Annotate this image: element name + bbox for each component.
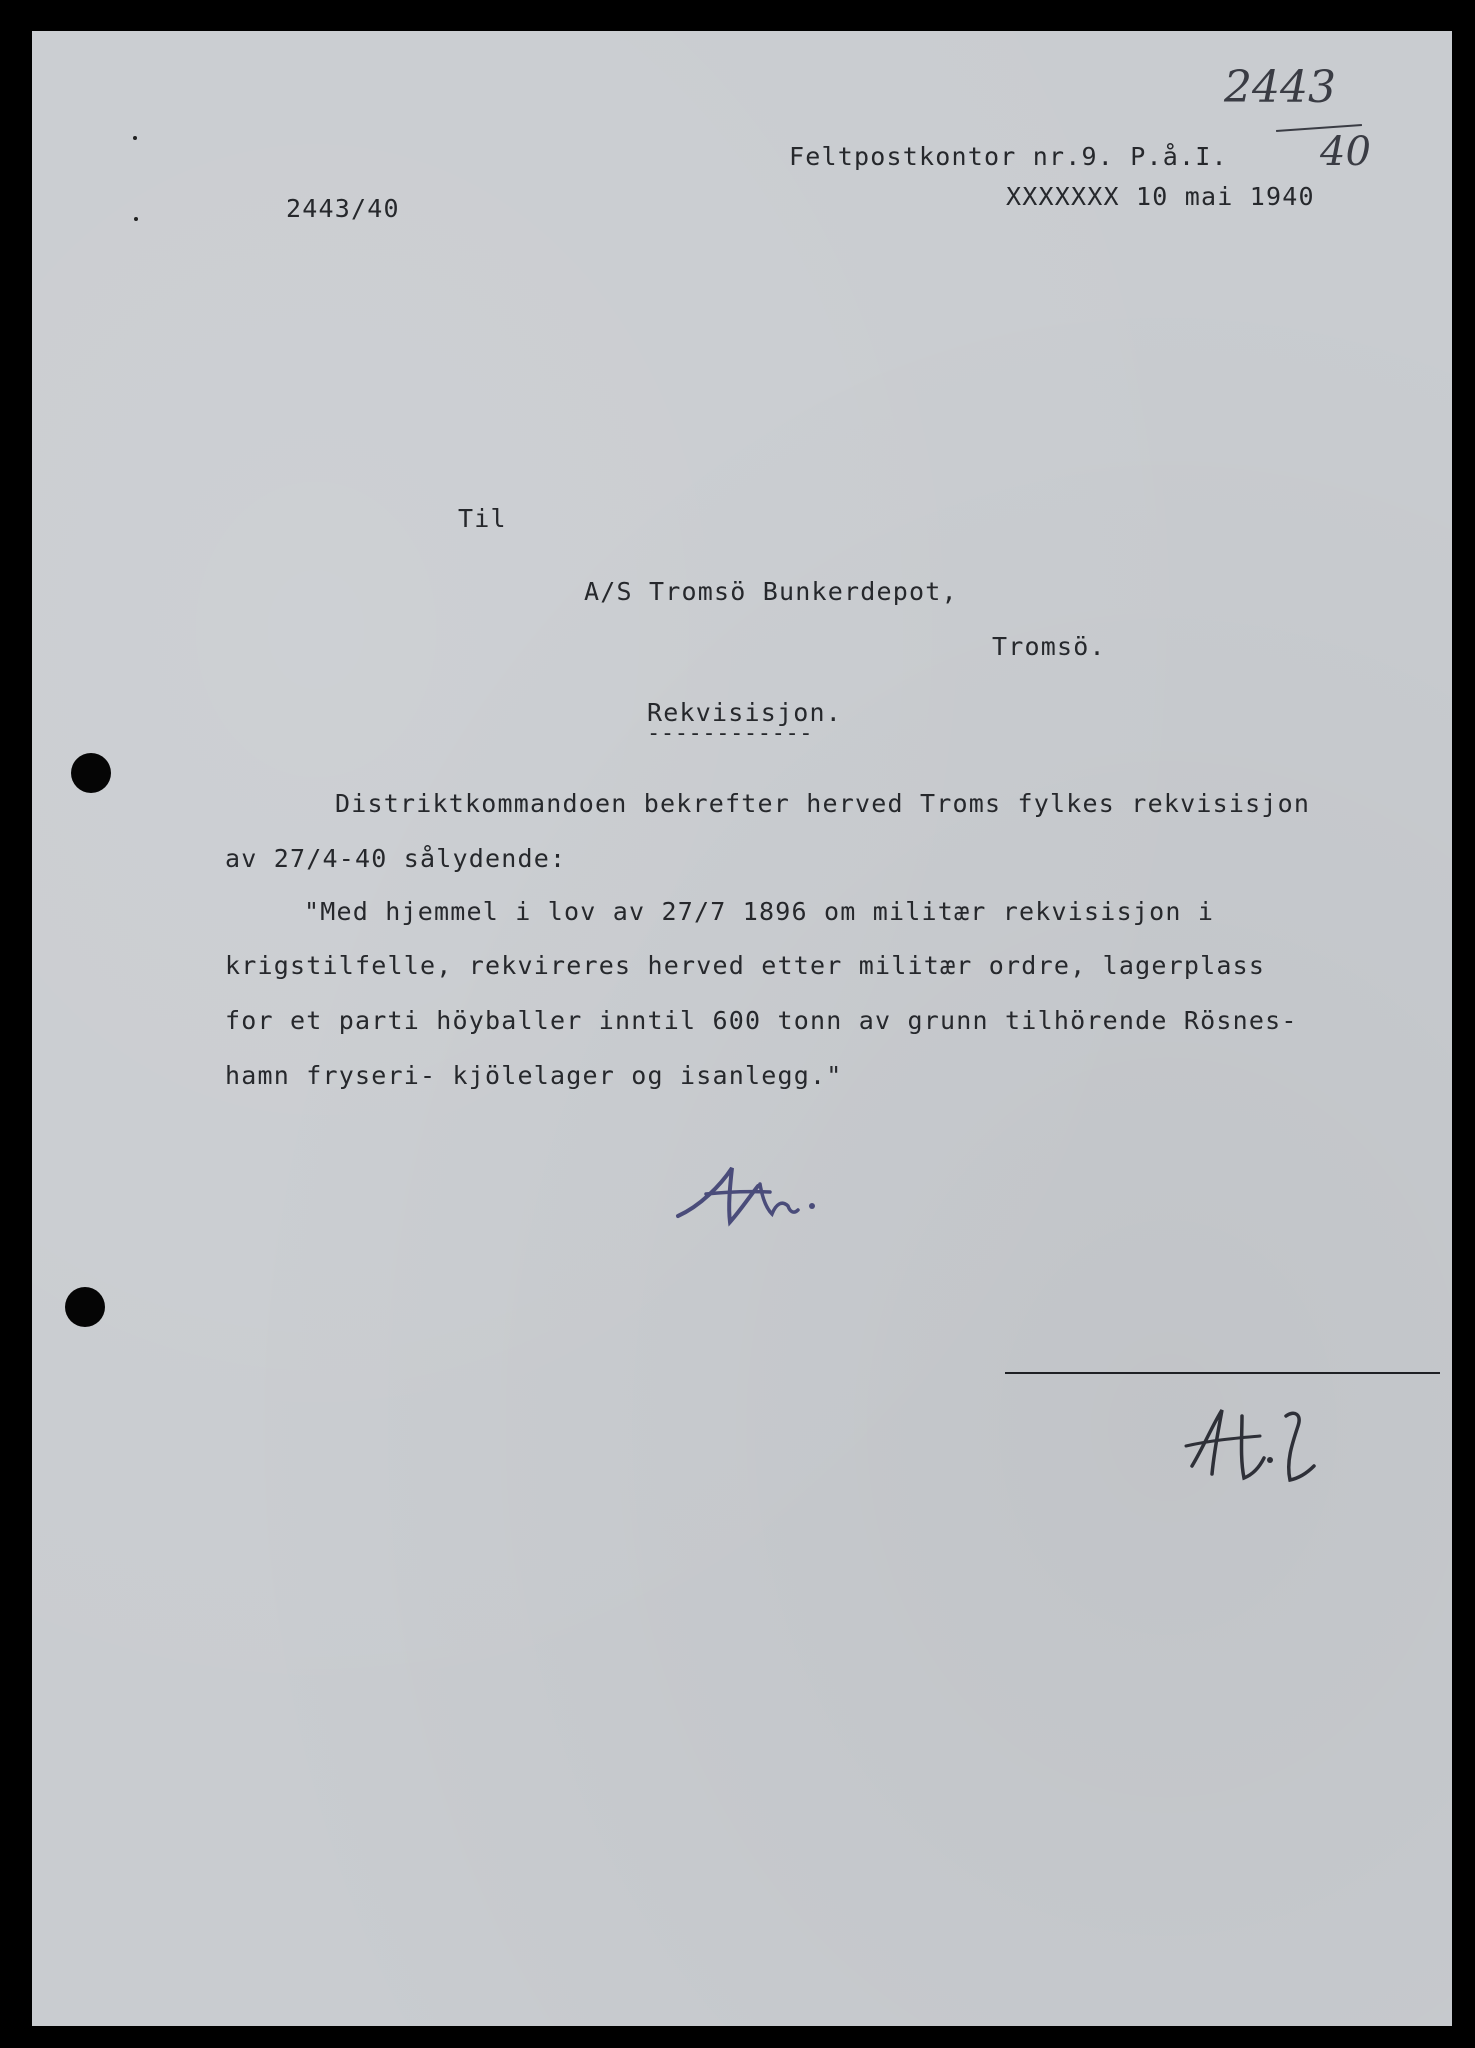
body-line-2: av 27/4-40 sålydende: [225, 844, 567, 873]
recipient-name: A/S Tromsö Bunkerdepot, [584, 577, 958, 606]
initials-signature-2 [1182, 1396, 1342, 1496]
reference-number: 2443/40 [286, 194, 400, 223]
subject-underline: ------------ [647, 721, 814, 746]
salutation: Til [458, 504, 507, 533]
body-line-5: for et parti höyballer inntil 600 tonn av grunn tilhörende Rösnes- [225, 1006, 1298, 1035]
archive-number-top: 2443 [1224, 62, 1336, 113]
margin-mark [133, 136, 137, 140]
document-page [32, 31, 1452, 2026]
margin-mark [134, 217, 138, 221]
date-line: XXXXXXX 10 mai 1940 [1006, 182, 1315, 211]
punch-hole-bottom [65, 1287, 105, 1327]
subject-title: Rekvisisjon. [647, 698, 843, 727]
body-line-6: hamn fryseri- kjölelager og isanlegg." [225, 1061, 843, 1090]
sender-line: Feltpostkontor nr.9. P.å.I. [789, 142, 1228, 171]
signature-rule [1005, 1372, 1440, 1374]
body-line-4: krigstilfelle, rekvireres herved etter militær ordre, lagerplass [225, 951, 1266, 980]
initials-signature-1 [670, 1156, 830, 1236]
body-line-1: Distriktkommandoen bekrefter herved Troms fylkes rekvisisjon [335, 789, 1311, 818]
archive-number-bottom: 40 [1320, 129, 1371, 175]
recipient-city: Tromsö. [992, 632, 1106, 661]
body-line-3: "Med hjemmel i lov av 27/7 1896 om militær rekvisisjon i [304, 897, 1215, 926]
punch-hole-top [71, 753, 111, 793]
